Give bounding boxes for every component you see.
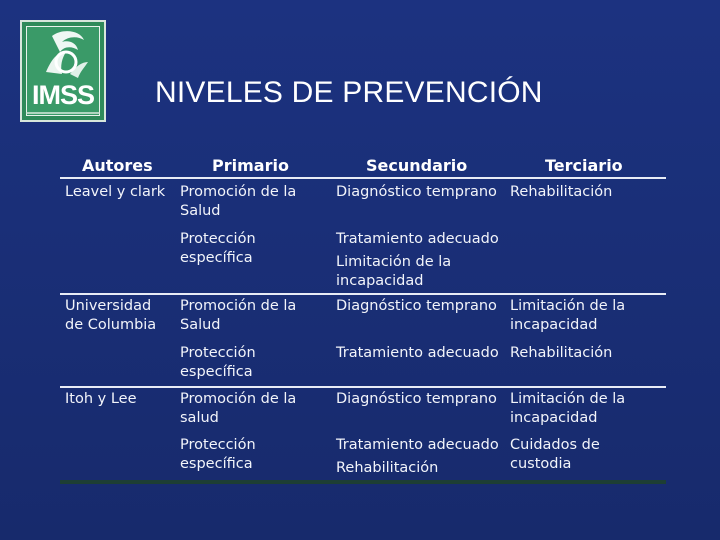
- cell-line: Itoh y Lee: [65, 391, 137, 407]
- cell-line: Diagnóstico temprano: [336, 391, 497, 407]
- cell-line: de Columbia: [65, 317, 157, 333]
- table-cell-primario: [180, 344, 256, 382]
- header-secundario: Secundario: [366, 156, 468, 175]
- table-cell-terciario: [510, 297, 625, 335]
- table-cell-terciario: [510, 183, 612, 202]
- cell-line: Tratamiento adecuado: [336, 345, 499, 361]
- cell-line: Universidad: [65, 298, 152, 314]
- cell-line: custodia: [510, 456, 572, 472]
- table-cell-secundario: [336, 297, 497, 316]
- cell-line: Rehabilitación: [510, 184, 613, 200]
- table-cell-secundario: [336, 344, 499, 363]
- cell-line: Rehabilitación: [336, 460, 439, 476]
- cell-line: incapacidad: [336, 273, 424, 289]
- cell-line: Cuidados de: [510, 437, 600, 453]
- cell-line: Limitación de la: [510, 298, 626, 314]
- imss-logo: [20, 20, 106, 122]
- table-cell-author: [65, 390, 137, 409]
- cell-line: Rehabilitación: [510, 345, 613, 361]
- cell-line: Salud: [180, 203, 221, 219]
- row-group-rule-2: [60, 386, 666, 388]
- cell-line: salud: [180, 410, 219, 426]
- table-cell-primario: [180, 230, 256, 268]
- cell-line: incapacidad: [510, 410, 598, 426]
- table-cell-primario: [180, 436, 256, 474]
- header-primario: Primario: [212, 156, 289, 175]
- table-bottom-rule: [60, 480, 666, 484]
- cell-line: específica: [180, 456, 253, 472]
- logo-text: IMSS: [31, 80, 94, 110]
- table-cell-primario: [180, 297, 296, 335]
- header-autores: Autores: [82, 156, 153, 175]
- cell-line: Tratamiento adecuado: [336, 437, 499, 453]
- logo-tagline-bar: [26, 112, 100, 114]
- cell-line: específica: [180, 250, 253, 266]
- cell-line: Promoción de la: [180, 184, 297, 200]
- cell-line: Promoción de la: [180, 391, 297, 407]
- table-cell-secundario: [336, 436, 499, 478]
- header-terciario: Terciario: [545, 156, 623, 175]
- cell-line: Protección: [180, 345, 256, 361]
- row-group-rule-1: [60, 293, 666, 295]
- table-cell-secundario: [336, 230, 499, 291]
- page-title: NIVELES DE PREVENCIÓN: [155, 76, 543, 109]
- cell-line: específica: [180, 364, 253, 380]
- table-cell-primario: [180, 183, 296, 221]
- table-cell-author: [65, 297, 156, 335]
- table-cell-secundario: [336, 183, 497, 202]
- cell-line: Salud: [180, 317, 221, 333]
- header-rule: [60, 177, 666, 179]
- cell-line: Limitación de la: [336, 254, 452, 270]
- cell-line: Protección: [180, 437, 256, 453]
- table-cell-terciario: [510, 344, 612, 363]
- cell-line: Leavel y clark: [65, 184, 166, 200]
- table-cell-terciario: [510, 390, 625, 428]
- cell-line: Diagnóstico temprano: [336, 298, 497, 314]
- table-cell-terciario: [510, 436, 600, 474]
- table-cell-primario: [180, 390, 296, 428]
- cell-line: Protección: [180, 231, 256, 247]
- cell-line: incapacidad: [510, 317, 598, 333]
- cell-line: Tratamiento adecuado: [336, 231, 499, 247]
- cell-line: Limitación de la: [510, 391, 626, 407]
- table-cell-author: [65, 183, 165, 202]
- cell-line: Diagnóstico temprano: [336, 184, 497, 200]
- cell-line: Promoción de la: [180, 298, 297, 314]
- table-cell-secundario: [336, 390, 497, 409]
